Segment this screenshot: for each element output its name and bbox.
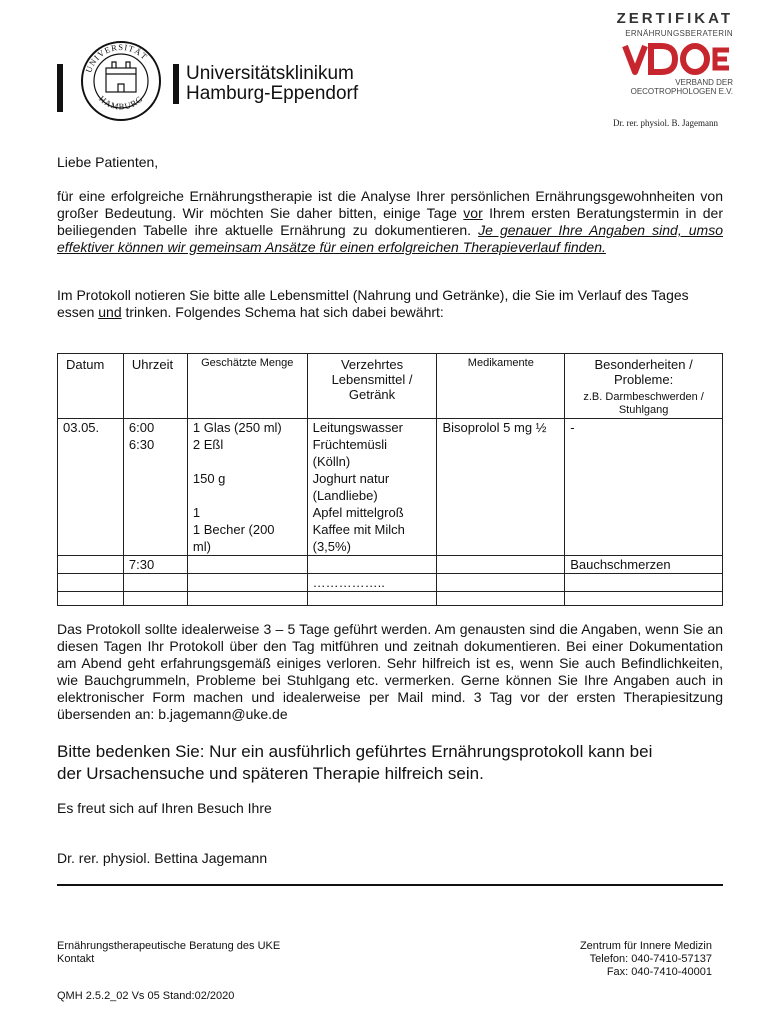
header-notes-title: Besonderheiten / Probleme: [594,357,693,387]
table-cell-amount: 1 Becher (200 [187,521,307,538]
table-cell-empty [58,592,124,606]
table-cell-date [58,556,124,574]
table-cell-food: Kaffee mit Milch [307,521,437,538]
table-cell-medication: Bisoprolol 5 mg ½ [437,419,565,437]
table-cell-amount [187,487,307,504]
table-cell-food: …………….. [307,574,437,592]
protocol-paragraph [57,287,723,321]
table-cell-food: Früchtemüsli [307,436,437,453]
divider-line [57,884,723,886]
table-cell-notes [565,453,723,470]
table-cell-time [123,504,187,521]
certificate-block [613,10,733,96]
table-cell-amount: 2 Eßl [187,436,307,453]
table-cell-medication [437,453,565,470]
protocol-text-1: Im Protokoll notieren Sie bitte alle Lebensmittel (Nahrung und Getränke), die Sie im Verlauf des Tages essen [57,287,689,320]
reminder-statement [57,741,723,785]
table-cell-medication [437,487,565,504]
table-row [58,504,723,521]
table-cell-time [123,470,187,487]
header-notes-example: z.B. Darmbeschwerden / Stuhlgang [583,391,704,416]
footer-right [580,940,712,979]
table-cell-amount [187,556,307,574]
svg-text:HAMBURG: HAMBURG [97,93,146,112]
table-cell-notes [565,504,723,521]
intro-text-1: für eine erfolgreiche Ernährungstherapie ist die Analyse Ihrer persönlichen Ernährungsgewohnheiten von großer Bedeutung. Wir möchten Sie daher bitten, einige Tage [57,188,723,221]
table-cell-amount [187,574,307,592]
table-cell-date [58,436,124,453]
table-row [58,436,723,453]
table-cell-food: Leitungswasser [307,419,437,437]
table-cell-medication [437,574,565,592]
protocol-text-2: trinken. Folgendes Schema hat sich dabei bewährt: [121,304,444,320]
table-cell-notes [565,470,723,487]
table-cell-amount: 150 g [187,470,307,487]
association-line-1: VERBAND DER [675,78,733,87]
table-row [58,556,723,574]
table-cell-medication [437,504,565,521]
table-cell-food: (Kölln) [307,453,437,470]
footer-phone: Telefon: 040-7410-57137 [589,953,712,965]
logo-bar-right [173,64,179,104]
closing-paragraph: Das Protokoll sollte idealerweise 3 – 5 Tage geführt werden. Am genausten sind die Angaben, wenn Sie an diesen Tagen Ihr Protokoll über den Tag mitführen und zeitnah dokumentieren. Bei einer Dokumentation am Abend geht erfahrungsgemäß einiges verloren. Sehr hilfreich ist es, wenn Sie auch Befindlichkeiten, wie Bauchgrummeln, Probleme bei Stuhlgang etc. vermerken. Gerne können Sie Ihre Angaben auch in elektronischer Form machen und idealerweise per Mail mind. 3 Tag vor der ersten Therapiesitzung übersenden an: b.jagemann@uke.de [57,621,723,722]
table-cell-time [123,538,187,556]
table-cell-notes [565,521,723,538]
logo-bar-left [57,64,63,112]
footer-contact: Kontakt [57,953,95,965]
document-id: QMH 2.5.2_02 Vs 05 Stand:02/2020 [57,990,235,1002]
table-cell-medication [437,521,565,538]
table-row-empty [58,592,723,606]
table-row [58,487,723,504]
table-cell-time: 7:30 [123,556,187,574]
table-cell-notes [565,436,723,453]
certificate-subtitle: ERNÄHRUNGSBERATERIN [625,29,733,38]
header-food: Verzehrtes Lebensmittel / Getränk [307,354,437,419]
protocol-underlined: und [98,304,122,320]
table-cell-amount [187,453,307,470]
header-time: Uhrzeit [123,354,187,419]
intro-emphasis: Je genauer Ihre Angaben sind, umso effektiver können wir gemeinsam Ansätze für einen erfolgreichen Therapieverlauf finden. [57,222,723,255]
university-seal-icon [80,40,162,122]
table-cell-medication [437,436,565,453]
table-cell-date [58,470,124,487]
greeting: Liebe Patienten, [57,154,159,170]
vdoe-logo-icon [621,42,733,76]
protocol-table [57,353,723,606]
table-cell-food: (3,5%) [307,538,437,556]
table-cell-food: (Landliebe) [307,487,437,504]
table-cell-empty [187,592,307,606]
table-cell-empty [437,592,565,606]
table-cell-empty [565,592,723,606]
table-cell-date [58,521,124,538]
table-cell-empty [307,592,437,606]
svg-text:UNIVERSITÄT: UNIVERSITÄT [83,41,150,74]
intro-underlined: vor [463,205,483,221]
author-header: Dr. rer. physiol. B. Jagemann [613,118,718,128]
table-cell-amount: 1 Glas (250 ml) [187,419,307,437]
table-cell-time [123,453,187,470]
table-cell-date [58,453,124,470]
table-cell-time: 6:00 [123,419,187,437]
table-cell-time [123,574,187,592]
table-cell-amount: ml) [187,538,307,556]
table-cell-notes [565,574,723,592]
footer-left [57,940,280,966]
header-date: Datum [58,354,124,419]
table-cell-empty [123,592,187,606]
footer-department: Ernährungstherapeutische Beratung des UKE [57,940,281,952]
institution-line-1: Universitätsklinikum [186,63,354,84]
table-cell-date [58,504,124,521]
header-amount: Geschätzte Menge [187,354,307,419]
table-cell-medication [437,556,565,574]
footer-center: Zentrum für Innere Medizin [579,940,712,952]
table-cell-date [58,487,124,504]
table-row [58,538,723,556]
association-name [613,78,733,96]
institution-line-2: Hamburg-Eppendorf [186,83,359,104]
table-cell-notes [565,487,723,504]
table-cell-date [58,574,124,592]
table-cell-medication [437,538,565,556]
table-cell-time [123,521,187,538]
table-cell-time [123,487,187,504]
table-cell-food [307,556,437,574]
table-cell-notes: - [565,419,723,437]
table-body [58,419,723,606]
table-cell-amount: 1 [187,504,307,521]
header-medication: Medikamente [437,354,565,419]
certificate-title: ZERTIFIKAT [616,10,733,27]
intro-text-2: Ihrem ersten Beratungstermin in der beiliegenden Tabelle ihre aktuelle Ernährung zu dokumentieren. [57,205,723,238]
footer-fax: Fax: 040-7410-40001 [606,966,712,978]
table-row [58,419,723,437]
table-cell-date [58,538,124,556]
institution-name [186,64,358,104]
table-cell-date: 03.05. [58,419,124,437]
table-cell-time: 6:30 [123,436,187,453]
table-cell-food: Joghurt natur [307,470,437,487]
reminder-line-2: der Ursachensuche und späteren Therapie hilfreich sein. [57,764,484,783]
table-row [58,521,723,538]
header-notes [565,354,723,419]
table-cell-notes: Bauchschmerzen [565,556,723,574]
table-header-row [58,354,723,419]
signature: Dr. rer. physiol. Bettina Jagemann [57,850,268,866]
association-line-2: OECOTROPHOLOGEN E.V. [630,87,733,96]
regards: Es freut sich auf Ihren Besuch Ihre [57,800,272,816]
reminder-line-1: Bitte bedenken Sie: Nur ein ausführlich geführtes Ernährungsprotokoll kann bei [57,742,653,761]
intro-paragraph [57,188,723,256]
table-cell-medication [437,470,565,487]
table-cell-food: Apfel mittelgroß [307,504,437,521]
table-row [58,453,723,470]
table-row [58,470,723,487]
table-cell-notes [565,538,723,556]
table-row [58,574,723,592]
